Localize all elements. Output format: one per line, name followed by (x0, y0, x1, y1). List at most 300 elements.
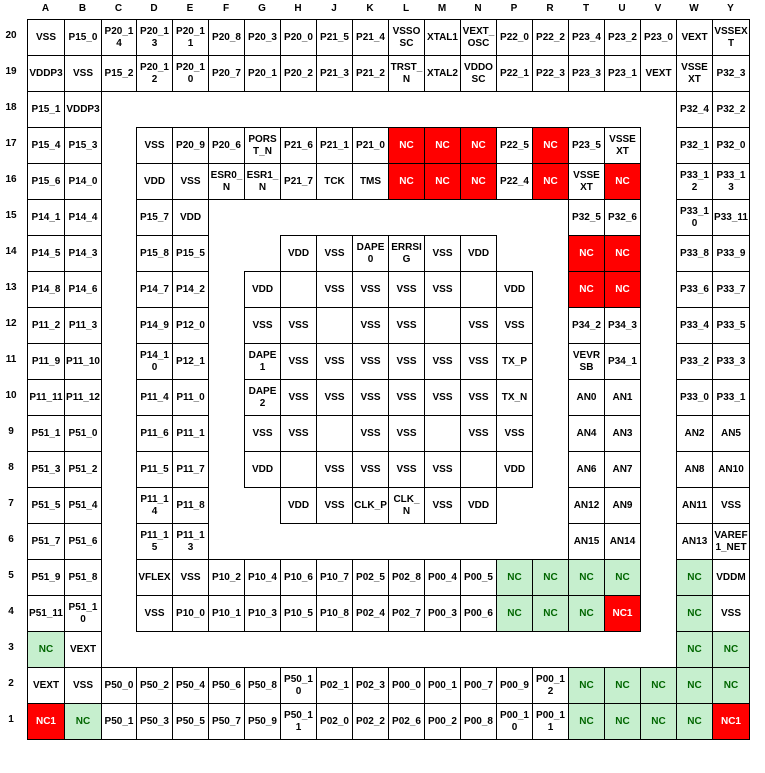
pin-cell-n20: VEXT_OSC (460, 19, 497, 56)
pin-cell-k4: P02_4 (352, 595, 389, 632)
pin-cell-f5: P10_2 (208, 559, 245, 596)
pin-cell-g16: ESR1_N (244, 163, 281, 200)
pin-cell-g1: P50_9 (244, 703, 281, 740)
pin-cell-h16: P21_7 (280, 163, 317, 200)
pin-cell-j9 (316, 415, 353, 452)
pin-cell-t16: VSSEXT (568, 163, 605, 200)
column-header-d: D (150, 3, 158, 14)
pin-cell-g12: VSS (244, 307, 281, 344)
pin-cell-k17: P21_0 (352, 127, 389, 164)
pin-cell-m13: VSS (424, 271, 461, 308)
column-header-u: U (618, 3, 626, 14)
pin-cell-w10: P33_0 (676, 379, 713, 416)
pin-cell-j11: VSS (316, 343, 353, 380)
pin-cell-h17: P21_6 (280, 127, 317, 164)
pin-cell-t14: NC (568, 235, 605, 272)
pin-cell-e13: P14_2 (172, 271, 209, 308)
pin-cell-j20: P21_5 (316, 19, 353, 56)
pin-cell-w18: P32_4 (676, 91, 713, 128)
pin-cell-t13: NC (568, 271, 605, 308)
pin-cell-e15: VDD (172, 199, 209, 236)
pin-cell-n9: VSS (460, 415, 497, 452)
pin-cell-m1: P00_2 (424, 703, 461, 740)
pin-cell-y13: P33_7 (712, 271, 750, 308)
pin-cell-g13: VDD (244, 271, 281, 308)
pin-cell-a19: VDDP3 (27, 55, 65, 92)
pin-cell-m20: XTAL1 (424, 19, 461, 56)
pin-cell-k12: VSS (352, 307, 389, 344)
column-header-g: G (258, 3, 266, 14)
pin-cell-e7: P11_8 (172, 487, 209, 524)
pin-cell-d10: P11_4 (136, 379, 173, 416)
pin-cell-a14: P14_5 (27, 235, 65, 272)
pin-cell-u17: VSSEXT (604, 127, 641, 164)
pin-cell-b20: P15_0 (64, 19, 102, 56)
pin-cell-g10: DAPE2 (244, 379, 281, 416)
pin-cell-n14: VDD (460, 235, 497, 272)
pin-cell-v1: NC (640, 703, 677, 740)
pin-cell-u7: AN9 (604, 487, 641, 524)
pin-cell-l8: VSS (388, 451, 425, 488)
pin-cell-j19: P21_3 (316, 55, 353, 92)
pin-cell-d11: P14_10 (136, 343, 173, 380)
pin-cell-l1: P02_6 (388, 703, 425, 740)
pin-cell-h20: P20_0 (280, 19, 317, 56)
pin-cell-n16: NC (460, 163, 497, 200)
pin-cell-h4: P10_5 (280, 595, 317, 632)
pin-cell-g5: P10_4 (244, 559, 281, 596)
pin-cell-a11: P11_9 (27, 343, 65, 380)
pin-cell-n5: P00_5 (460, 559, 497, 596)
row-header-12: 12 (5, 318, 17, 329)
pin-cell-l5: P02_8 (388, 559, 425, 596)
pin-cell-k7: CLK_P (352, 487, 389, 524)
pin-cell-v19: VEXT (640, 55, 677, 92)
pin-cell-k8: VSS (352, 451, 389, 488)
pin-cell-w4: NC (676, 595, 713, 632)
pin-cell-c19: P15_2 (101, 55, 137, 92)
pin-cell-d13: P14_7 (136, 271, 173, 308)
pin-cell-d6: P11_15 (136, 523, 173, 560)
column-header-a: A (41, 3, 50, 14)
pin-cell-u9: AN3 (604, 415, 641, 452)
pin-cell-n12: VSS (460, 307, 497, 344)
row-header-13: 13 (5, 282, 17, 293)
pin-cell-w15: P33_10 (676, 199, 713, 236)
pin-cell-w13: P33_6 (676, 271, 713, 308)
pin-cell-y20: VSSEXT (712, 19, 750, 56)
column-header-y: Y (727, 3, 734, 14)
pin-cell-f2: P50_6 (208, 667, 245, 704)
pin-cell-n4: P00_6 (460, 595, 497, 632)
pin-cell-h5: P10_6 (280, 559, 317, 596)
pin-cell-a4: P51_11 (27, 595, 65, 632)
pin-cell-a12: P11_2 (27, 307, 65, 344)
pin-cell-g8: VDD (244, 451, 281, 488)
pin-cell-b19: VSS (64, 55, 102, 92)
pin-cell-y19: P32_3 (712, 55, 750, 92)
pin-cell-n7: VDD (460, 487, 497, 524)
pin-cell-w2: NC (676, 667, 713, 704)
pin-cell-p19: P22_1 (496, 55, 533, 92)
pin-cell-h9: VSS (280, 415, 317, 452)
pin-cell-j13: VSS (316, 271, 353, 308)
pin-cell-w6: AN13 (676, 523, 713, 560)
pin-cell-l11: VSS (388, 343, 425, 380)
pin-cell-n1: P00_8 (460, 703, 497, 740)
pin-cell-b13: P14_6 (64, 271, 102, 308)
pin-cell-y7: VSS (712, 487, 750, 524)
pin-cell-e9: P11_1 (172, 415, 209, 452)
pin-cell-k20: P21_4 (352, 19, 389, 56)
pin-cell-l9: VSS (388, 415, 425, 452)
pin-cell-b4: P51_10 (64, 595, 102, 632)
pin-cell-l16: NC (388, 163, 425, 200)
pin-cell-l12: VSS (388, 307, 425, 344)
pin-cell-l19: TRST_N (388, 55, 425, 92)
pin-cell-b2: VSS (64, 667, 102, 704)
pin-cell-n2: P00_7 (460, 667, 497, 704)
pin-cell-m14: VSS (424, 235, 461, 272)
pin-cell-p13: VDD (496, 271, 533, 308)
pin-cell-l4: P02_7 (388, 595, 425, 632)
pin-cell-a18: P15_1 (27, 91, 65, 128)
pin-cell-g2: P50_8 (244, 667, 281, 704)
pin-cell-b1: NC (64, 703, 102, 740)
pin-cell-u10: AN1 (604, 379, 641, 416)
pin-cell-t19: P23_3 (568, 55, 605, 92)
pin-cell-h11: VSS (280, 343, 317, 380)
pin-cell-t5: NC (568, 559, 605, 596)
pin-cell-l13: VSS (388, 271, 425, 308)
pin-cell-g4: P10_3 (244, 595, 281, 632)
pin-cell-m7: VSS (424, 487, 461, 524)
pin-cell-d15: P15_7 (136, 199, 173, 236)
pin-cell-j10: VSS (316, 379, 353, 416)
pin-cell-m16: NC (424, 163, 461, 200)
pin-cell-t20: P23_4 (568, 19, 605, 56)
pin-cell-k10: VSS (352, 379, 389, 416)
pin-cell-u5: NC (604, 559, 641, 596)
pin-cell-m12 (424, 307, 461, 344)
row-header-2: 2 (8, 678, 14, 689)
pin-cell-y6: VAREF1_NET (712, 523, 750, 560)
pin-cell-h1: P50_11 (280, 703, 317, 740)
pin-cell-p16: P22_4 (496, 163, 533, 200)
pin-cell-d19: P20_12 (136, 55, 173, 92)
pin-cell-m11: VSS (424, 343, 461, 380)
pin-cell-a7: P51_5 (27, 487, 65, 524)
column-header-c: C (114, 3, 123, 14)
pin-cell-t7: AN12 (568, 487, 605, 524)
row-header-3: 3 (8, 642, 14, 653)
pin-cell-y4: VSS (712, 595, 750, 632)
pin-cell-e2: P50_4 (172, 667, 209, 704)
pin-cell-d14: P15_8 (136, 235, 173, 272)
pin-cell-a5: P51_9 (27, 559, 65, 596)
pin-cell-y16: P33_13 (712, 163, 750, 200)
pin-cell-l7: CLK_N (388, 487, 425, 524)
pin-cell-a9: P51_1 (27, 415, 65, 452)
pin-cell-b11: P11_10 (64, 343, 102, 380)
pin-cell-e4: P10_0 (172, 595, 209, 632)
column-header-m: M (437, 3, 447, 14)
pin-cell-y15: P33_11 (712, 199, 750, 236)
pin-cell-k14: DAPE0 (352, 235, 389, 272)
pin-cell-j7: VSS (316, 487, 353, 524)
pin-cell-h2: P50_10 (280, 667, 317, 704)
pin-cell-a3: NC (27, 631, 65, 668)
pin-cell-w14: P33_8 (676, 235, 713, 272)
row-header-7: 7 (8, 498, 14, 509)
pin-cell-n17: NC (460, 127, 497, 164)
pin-cell-y8: AN10 (712, 451, 750, 488)
pin-cell-b5: P51_8 (64, 559, 102, 596)
column-header-l: L (402, 3, 410, 14)
pin-cell-u13: NC (604, 271, 641, 308)
pin-cell-y12: P33_5 (712, 307, 750, 344)
pin-cell-y5: VDDM (712, 559, 750, 596)
column-header-n: N (474, 3, 482, 14)
pin-cell-l20: VSSOSC (388, 19, 425, 56)
pin-cell-p2: P00_9 (496, 667, 533, 704)
row-header-18: 18 (5, 102, 17, 113)
pin-cell-f17: P20_6 (208, 127, 245, 164)
pin-cell-w7: AN11 (676, 487, 713, 524)
pin-cell-l10: VSS (388, 379, 425, 416)
pin-cell-t6: AN15 (568, 523, 605, 560)
pin-cell-k2: P02_3 (352, 667, 389, 704)
pin-cell-j17: P21_1 (316, 127, 353, 164)
pin-cell-v20: P23_0 (640, 19, 677, 56)
pin-cell-h10: VSS (280, 379, 317, 416)
pin-cell-e14: P15_5 (172, 235, 209, 272)
pin-cell-m9 (424, 415, 461, 452)
pin-cell-t4: NC (568, 595, 605, 632)
pin-cell-j4: P10_8 (316, 595, 353, 632)
pin-cell-t12: P34_2 (568, 307, 605, 344)
pin-cell-u8: AN7 (604, 451, 641, 488)
pin-cell-d7: P11_14 (136, 487, 173, 524)
pin-cell-m17: NC (424, 127, 461, 164)
pin-cell-u19: P23_1 (604, 55, 641, 92)
pin-cell-b6: P51_6 (64, 523, 102, 560)
pin-cell-f1: P50_7 (208, 703, 245, 740)
row-header-6: 6 (8, 534, 14, 545)
row-header-20: 20 (5, 30, 17, 41)
pin-cell-h12: VSS (280, 307, 317, 344)
pin-cell-m8: VSS (424, 451, 461, 488)
pin-cell-t8: AN6 (568, 451, 605, 488)
pin-cell-p1: P00_10 (496, 703, 533, 740)
pin-cell-e16: VSS (172, 163, 209, 200)
pin-cell-a10: P11_11 (27, 379, 65, 416)
pin-cell-y3: NC (712, 631, 750, 668)
row-header-14: 14 (5, 246, 17, 257)
pin-cell-t17: P23_5 (568, 127, 605, 164)
pin-cell-w8: AN8 (676, 451, 713, 488)
pin-cell-n13 (460, 271, 497, 308)
pin-cell-v2: NC (640, 667, 677, 704)
pin-cell-y11: P33_3 (712, 343, 750, 380)
pin-cell-r1: P00_11 (532, 703, 569, 740)
pin-cell-d9: P11_6 (136, 415, 173, 452)
pin-cell-j16: TCK (316, 163, 353, 200)
column-header-h: H (294, 3, 302, 14)
pin-cell-k9: VSS (352, 415, 389, 452)
pin-cell-u14: NC (604, 235, 641, 272)
pin-cell-f4: P10_1 (208, 595, 245, 632)
pin-cell-b16: P14_0 (64, 163, 102, 200)
pin-cell-u15: P32_6 (604, 199, 641, 236)
pin-cell-b3: VEXT (64, 631, 102, 668)
pin-cell-k16: TMS (352, 163, 389, 200)
pin-cell-j5: P10_7 (316, 559, 353, 596)
pin-cell-m2: P00_1 (424, 667, 461, 704)
pin-cell-y17: P32_0 (712, 127, 750, 164)
pin-cell-e1: P50_5 (172, 703, 209, 740)
pin-cell-r16: NC (532, 163, 569, 200)
pin-cell-a1: NC1 (27, 703, 65, 740)
pin-cell-y10: P33_1 (712, 379, 750, 416)
pin-cell-n10: VSS (460, 379, 497, 416)
pin-cell-c1: P50_1 (101, 703, 137, 740)
row-header-9: 9 (8, 426, 14, 437)
pin-cell-e5: VSS (172, 559, 209, 596)
pin-cell-w17: P32_1 (676, 127, 713, 164)
pin-cell-e20: P20_11 (172, 19, 209, 56)
pin-cell-d12: P14_9 (136, 307, 173, 344)
pin-cell-w19: VSSEXT (676, 55, 713, 92)
pin-cell-b18: VDDP3 (64, 91, 102, 128)
pin-cell-t15: P32_5 (568, 199, 605, 236)
pin-cell-k19: P21_2 (352, 55, 389, 92)
row-header-4: 4 (8, 606, 14, 617)
pin-cell-w20: VEXT (676, 19, 713, 56)
pin-cell-n11: VSS (460, 343, 497, 380)
pin-cell-r17: NC (532, 127, 569, 164)
pin-cell-b10: P11_12 (64, 379, 102, 416)
pin-cell-y18: P32_2 (712, 91, 750, 128)
pin-cell-r20: P22_2 (532, 19, 569, 56)
pin-cell-f16: ESR0_N (208, 163, 245, 200)
pin-cell-t9: AN4 (568, 415, 605, 452)
pin-cell-m10: VSS (424, 379, 461, 416)
pin-cell-g19: P20_1 (244, 55, 281, 92)
pin-cell-d17: VSS (136, 127, 173, 164)
row-header-19: 19 (5, 66, 17, 77)
pin-cell-f20: P20_8 (208, 19, 245, 56)
pin-cell-g9: VSS (244, 415, 281, 452)
pin-cell-r5: NC (532, 559, 569, 596)
pin-cell-t2: NC (568, 667, 605, 704)
pin-cell-d1: P50_3 (136, 703, 173, 740)
pin-cell-b9: P51_0 (64, 415, 102, 452)
row-header-8: 8 (8, 462, 14, 473)
pin-cell-a6: P51_7 (27, 523, 65, 560)
pin-cell-a16: P15_6 (27, 163, 65, 200)
pin-cell-t1: NC (568, 703, 605, 740)
pin-cell-m5: P00_4 (424, 559, 461, 596)
pin-cell-e12: P12_0 (172, 307, 209, 344)
pin-cell-p8: VDD (496, 451, 533, 488)
pin-cell-h7: VDD (280, 487, 317, 524)
row-header-5: 5 (8, 570, 14, 581)
pin-cell-a8: P51_3 (27, 451, 65, 488)
pin-cell-e10: P11_0 (172, 379, 209, 416)
pin-cell-e11: P12_1 (172, 343, 209, 380)
pin-cell-b14: P14_3 (64, 235, 102, 272)
column-header-w: W (689, 3, 699, 14)
pin-cell-w16: P33_12 (676, 163, 713, 200)
pin-cell-d2: P50_2 (136, 667, 173, 704)
pin-cell-b15: P14_4 (64, 199, 102, 236)
pin-cell-h19: P20_2 (280, 55, 317, 92)
pin-cell-m19: XTAL2 (424, 55, 461, 92)
pin-cell-l2: P00_0 (388, 667, 425, 704)
pin-cell-w5: NC (676, 559, 713, 596)
pin-cell-h13 (280, 271, 317, 308)
row-header-15: 15 (5, 210, 17, 221)
column-header-e: E (186, 3, 194, 14)
row-header-1: 1 (8, 714, 14, 725)
column-header-j: J (331, 3, 337, 14)
pin-cell-p11: TX_P (496, 343, 533, 380)
pin-cell-d4: VSS (136, 595, 173, 632)
pin-cell-u4: NC1 (604, 595, 641, 632)
pin-cell-h14: VDD (280, 235, 317, 272)
pin-cell-b7: P51_4 (64, 487, 102, 524)
pin-cell-g17: PORST_N (244, 127, 281, 164)
column-header-r: R (546, 3, 554, 14)
pin-cell-b17: P15_3 (64, 127, 102, 164)
column-header-p: P (510, 3, 518, 14)
pin-cell-p9: VSS (496, 415, 533, 452)
pin-cell-u16: NC (604, 163, 641, 200)
pin-cell-l17: NC (388, 127, 425, 164)
pin-cell-u20: P23_2 (604, 19, 641, 56)
pin-cell-p20: P22_0 (496, 19, 533, 56)
pin-cell-t11: VEVRSB (568, 343, 605, 380)
pin-cell-c20: P20_14 (101, 19, 137, 56)
pin-cell-f19: P20_7 (208, 55, 245, 92)
pin-cell-e19: P20_10 (172, 55, 209, 92)
pin-cell-g11: DAPE1 (244, 343, 281, 380)
pin-cell-d5: VFLEX (136, 559, 173, 596)
pin-cell-r4: NC (532, 595, 569, 632)
pin-cell-e6: P11_13 (172, 523, 209, 560)
pin-cell-w12: P33_4 (676, 307, 713, 344)
pin-cell-j2: P02_1 (316, 667, 353, 704)
pin-cell-d8: P11_5 (136, 451, 173, 488)
pin-cell-e8: P11_7 (172, 451, 209, 488)
pin-cell-y9: AN5 (712, 415, 750, 452)
pin-cell-a2: VEXT (27, 667, 65, 704)
pin-cell-p12: VSS (496, 307, 533, 344)
column-header-f: F (222, 3, 230, 14)
pin-cell-c2: P50_0 (101, 667, 137, 704)
pin-cell-w1: NC (676, 703, 713, 740)
pin-cell-u11: P34_1 (604, 343, 641, 380)
pin-cell-k1: P02_2 (352, 703, 389, 740)
pin-cell-g20: P20_3 (244, 19, 281, 56)
pin-cell-r2: P00_12 (532, 667, 569, 704)
pin-cell-u1: NC (604, 703, 641, 740)
pin-cell-m4: P00_3 (424, 595, 461, 632)
pin-cell-u2: NC (604, 667, 641, 704)
pin-cell-n8 (460, 451, 497, 488)
pin-cell-p10: TX_N (496, 379, 533, 416)
